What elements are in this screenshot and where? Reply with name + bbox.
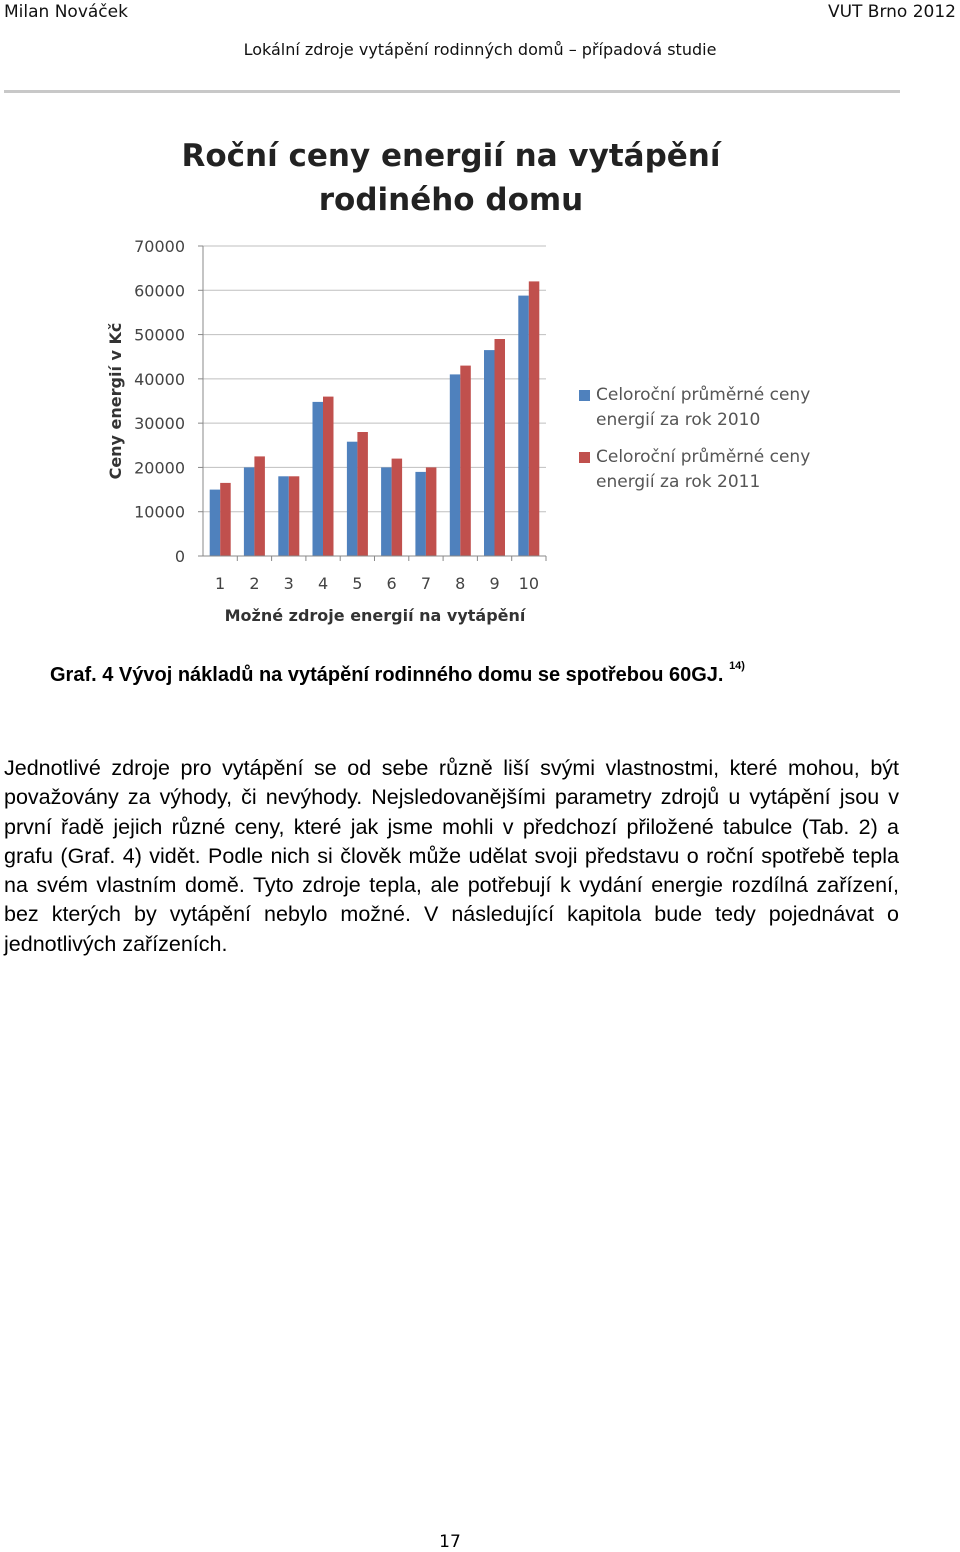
bar-series2-cat5 [357,432,368,556]
y-tick-label: 60000 [134,281,185,301]
y-tick-label: 10000 [134,502,185,522]
bar-series2-cat8 [460,366,471,556]
chart-title-line2: rodiného domu [318,182,584,218]
x-tick-label: 5 [352,574,363,593]
x-tick-label: 9 [489,574,500,593]
caption-text: Graf. 4 Vývoj nákladů na vytápění rodinného domu se spotřebou 60GJ. [50,664,724,686]
x-tick-label: 7 [420,574,432,593]
bar-series1-cat1 [210,490,221,556]
bar-series2-cat2 [254,456,265,556]
bar-series2-cat7 [426,467,437,556]
bar-series2-cat1 [220,483,231,556]
y-tick-label: 20000 [134,458,185,478]
bar-series2-cat6 [392,459,403,556]
bar-series1-cat2 [244,467,255,556]
chart-title-line1: Roční ceny energií na vytápění [181,138,721,174]
bar-series2-cat9 [495,339,506,556]
legend-swatch-2010 [579,390,590,401]
bar-series2-cat10 [529,281,540,556]
bar-series1-cat5 [347,442,358,556]
page-number: 17 [439,1532,461,1552]
x-axis-label: Možné zdroje energií na vytápění [224,606,526,625]
y-tick-label: 50000 [134,325,185,345]
legend-2011-line2: energií za rok 2011 [596,472,761,492]
bar-series1-cat9 [484,350,495,556]
bar-series1-cat10 [518,296,529,556]
bar-series1-cat4 [313,402,324,556]
legend-swatch-2011 [579,452,590,463]
chart-legend [579,385,810,492]
bar-series1-cat6 [381,467,392,556]
y-axis-label: Ceny energií v Kč [106,322,125,480]
caption-reference: 14) [729,660,745,672]
x-tick-label: 1 [215,574,226,593]
x-tick-label: 10 [518,574,540,593]
body-paragraph: Jednotlivé zdroje pro vytápění se od sebe různě liší svými vlastnostmi, které mohou, být považovány za výhody, či nevýhody. Nejsledovanějšími parametry zdrojů u vytápění jsou v první řadě jejich různé ceny, které jak jsme mohli v předchozí přiložené tabulce (Tab. 2) a grafu (Graf. 4) vidět. Podle nich si člověk může udělat svoji představu o roční spotřebě tepla na svém vlastním domě. Tyto zdroje tepla, ale potřebují k vydání energie rozdílná zařízení, bez kterých by vytápění nebylo možné. V následující kapitola bude tedy pojednávat o jednotlivých zařízeních. [4,756,899,956]
x-tick-label: 6 [386,574,397,593]
legend-2011-line1: Celoroční průměrné ceny [596,447,811,467]
bar-series1-cat7 [415,472,426,556]
x-tick-label: 2 [249,574,260,593]
y-tick-label: 70000 [134,237,185,256]
x-tick-label: 4 [317,574,329,593]
y-tick-label: 40000 [134,369,185,389]
bar-chart [0,110,960,640]
bar-series2-cat3 [289,476,300,556]
x-tick-label: 8 [455,574,466,593]
legend-2010-line1: Celoroční průměrné ceny [596,385,811,405]
legend-2010-line2: energií za rok 2010 [596,410,761,430]
header-document-title: Lokální zdroje vytápění rodinných domů – případová studie [243,40,717,59]
header-author: Milan Nováček [4,2,128,22]
header-institution: VUT Brno 2012 [827,2,956,22]
bar-series2-cat4 [323,397,334,556]
bar-series1-cat3 [278,476,289,556]
header-divider [4,90,900,93]
y-tick-label: 0 [174,547,185,566]
x-tick-label: 3 [283,574,294,593]
y-tick-label: 30000 [134,414,185,434]
figure-caption [50,660,745,687]
bar-series1-cat8 [450,374,461,556]
